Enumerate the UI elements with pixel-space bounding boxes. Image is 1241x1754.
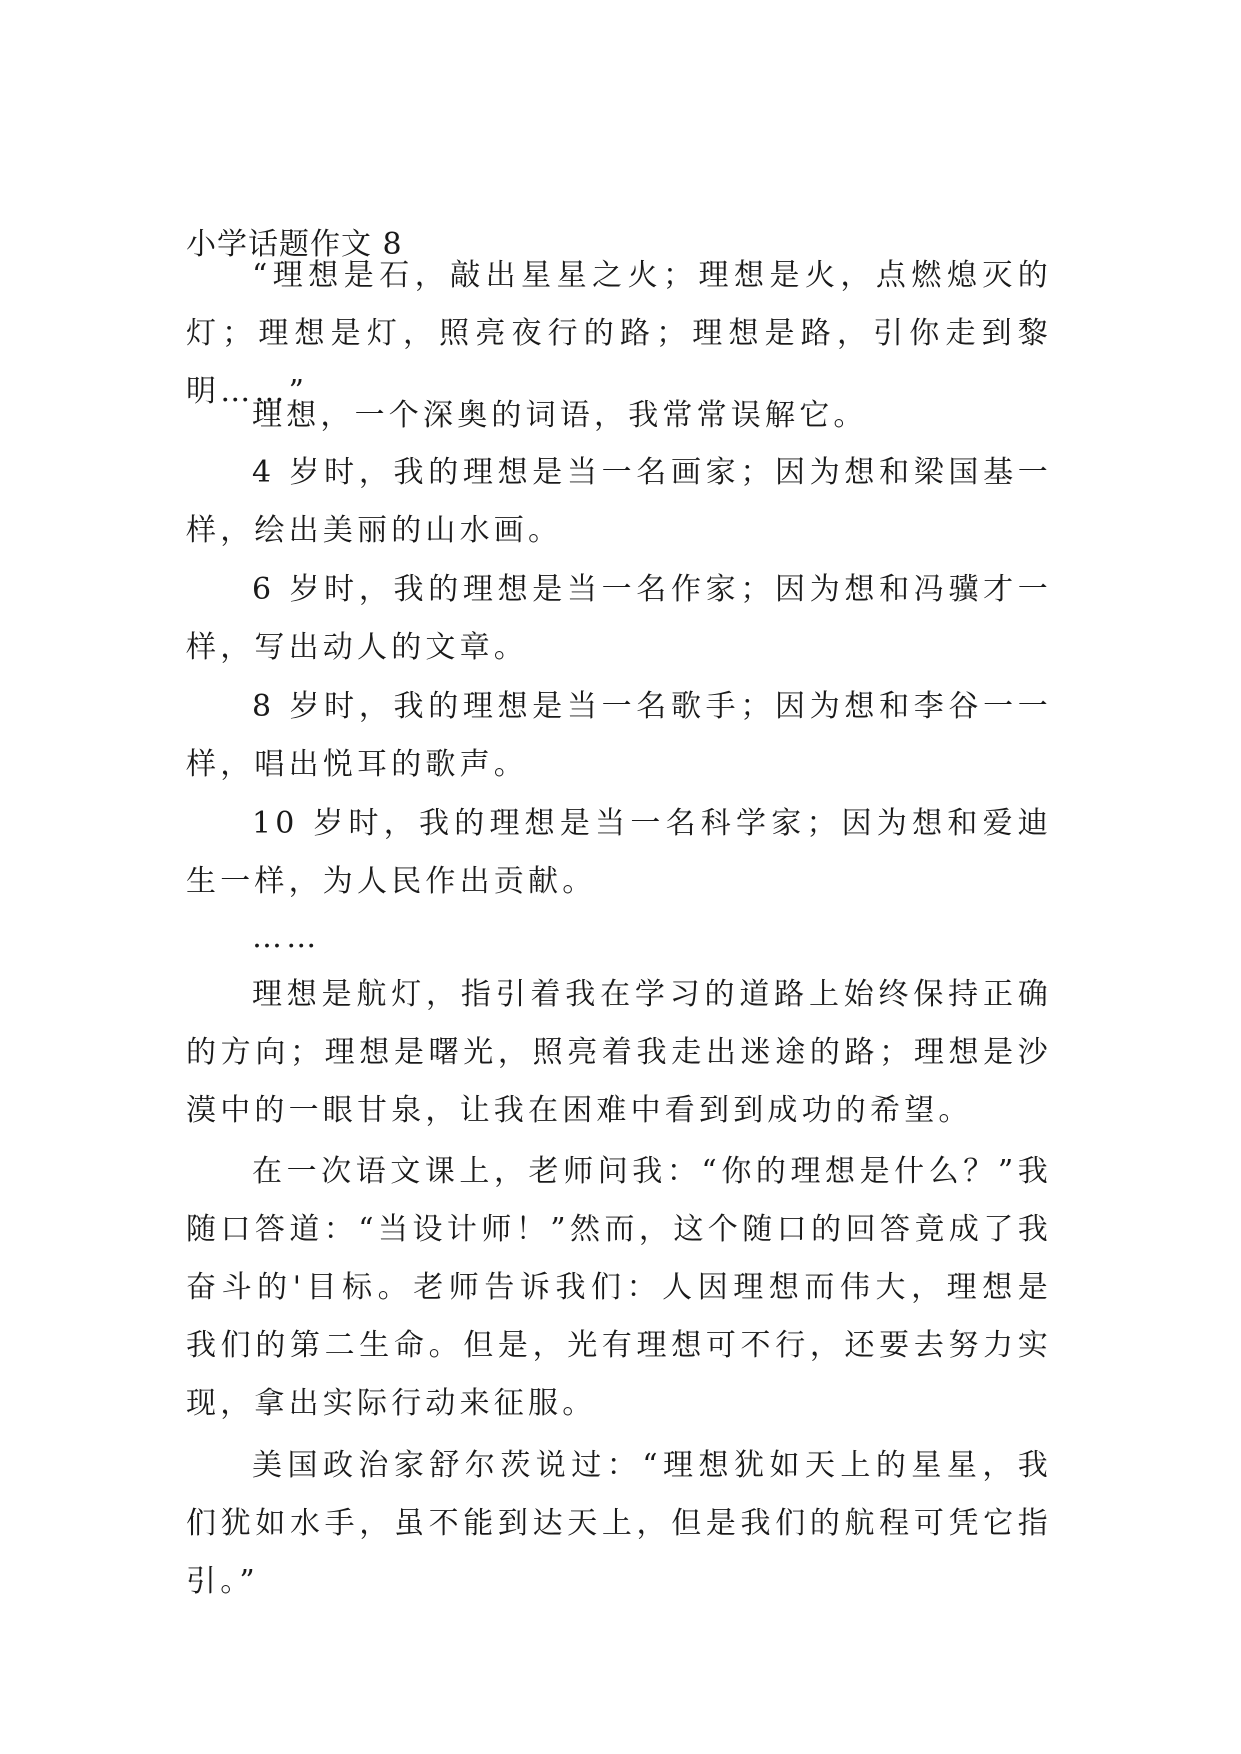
paragraph-age-4: 4 岁时，我的理想是当一名画家；因为想和梁国基一样，绘出美丽的山水画。	[186, 455, 1052, 548]
paragraph-intro: 理想，一个深奥的词语，我常常误解它。	[252, 398, 868, 433]
paragraph-class-story: 在一次语文课上，老师问我：“你的理想是什么？”我随口答道：“当设计师！”然而，这个随口的回答竟成了我奋斗的'目标。老师告诉我们：人因理想而伟大，理想是我们的第二生命。但是，光有理想可不行，还要去努力实现，拿出实际行动来征服。	[186, 1154, 1052, 1421]
paragraph-age-10: 10 岁时，我的理想是当一名科学家；因为想和爱迪生一样，为人民作出贡献。	[186, 806, 1052, 899]
document-title: 小学话题作文 8	[186, 227, 403, 262]
paragraph-metaphor: 理想是航灯，指引着我在学习的道路上始终保持正确的方向；理想是曙光，照亮着我走出迷途的路；理想是沙漠中的一眼甘泉，让我在困难中看到到成功的希望。	[186, 977, 1052, 1128]
paragraph-quote: “理想是石，敲出星星之火；理想是火，点燃熄灭的灯；理想是灯，照亮夜行的路；理想是路，引你走到黎明……”	[186, 258, 1052, 409]
paragraph-age-6: 6 岁时，我的理想是当一名作家；因为想和冯骥才一样，写出动人的文章。	[186, 572, 1052, 665]
paragraph-quote-schultz: 美国政治家舒尔茨说过：“理想犹如天上的星星，我们犹如水手，虽不能到达天上，但是我们的航程可凭它指引。”	[186, 1448, 1052, 1599]
paragraph-age-8: 8 岁时，我的理想是当一名歌手；因为想和李谷一一样，唱出悦耳的歌声。	[186, 689, 1052, 782]
paragraph-ellipsis: ……	[252, 920, 321, 955]
